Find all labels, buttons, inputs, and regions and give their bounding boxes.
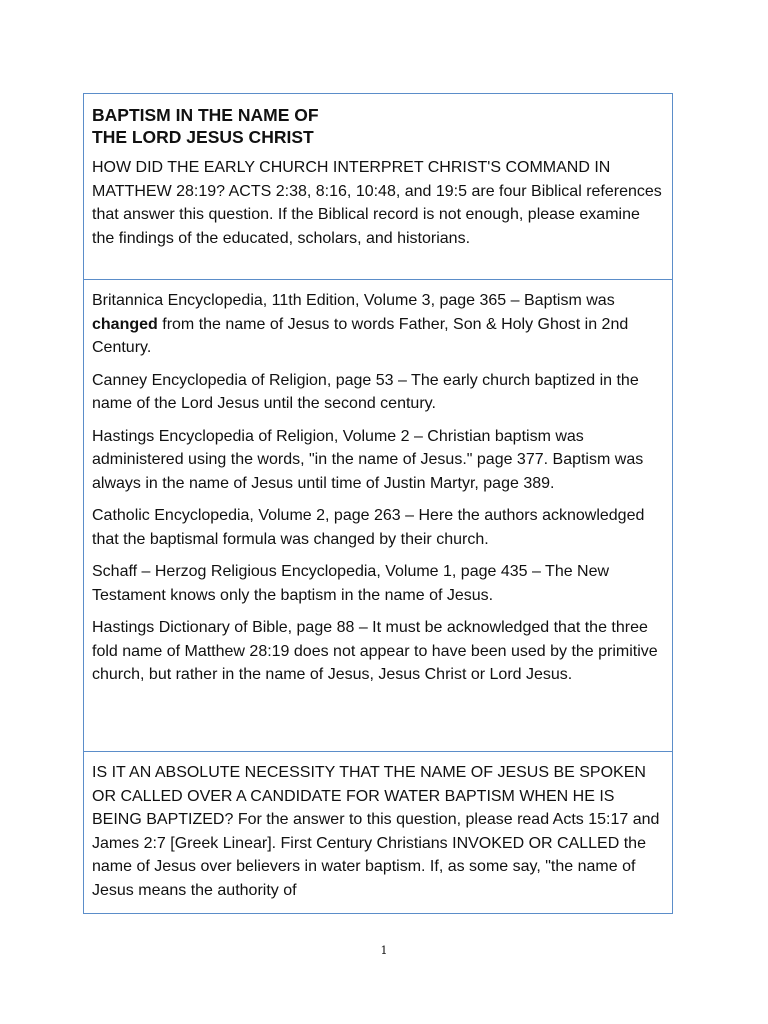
page-number: 1 xyxy=(380,944,388,957)
content-table xyxy=(83,93,673,914)
necessity-paragraph: IS IT AN ABSOLUTE NECESSITY THAT THE NAME OF JESUS BE SPOKEN OR CALLED OVER A CANDIDATE FOR WATER BAPTISM WHEN HE IS BEING BAPTIZED? For the answer to this question, please read Acts 15:17 and James 2:7 [Greek Linear]. First Century Christians INVOKED OR CALLED the name of Jesus over believers in water baptism. If, as some say, "the name of Jesus means the authority of xyxy=(92,764,660,899)
title-line-1: BAPTISM IN THE NAME OF xyxy=(92,105,319,125)
britannica-emphasis: changed xyxy=(92,315,158,333)
catholic-reference: Catholic Encyclopedia, Volume 2, page 263 – Here the authors acknowledged that the baptismal formula was changed by their church. xyxy=(92,507,645,548)
hastings-bible-reference: Hastings Dictionary of Bible, page 88 – It must be acknowledged that the three fold name of Matthew 28:19 does not appear to have been used by the primitive church, but rather in the name of Jesus, Jesus Christ or Lord Jesus. xyxy=(92,619,658,683)
references-section xyxy=(84,279,672,751)
title-line-2: THE LORD JESUS CHRIST xyxy=(92,127,314,147)
intro-paragraph: HOW DID THE EARLY CHURCH INTERPRET CHRIST'S COMMAND IN MATTHEW 28:19? ACTS 2:38, 8:16, 10:48, and 19:5 are four Biblical references that answer this question. If the Biblical record is not enough, please examine the findings of the educated, scholars, and historians. xyxy=(92,159,662,247)
britannica-reference xyxy=(92,289,663,360)
document-title xyxy=(92,104,663,148)
britannica-text-end: from the name of Jesus to words Father, Son & Holy Ghost in 2nd Century. xyxy=(92,315,629,356)
hastings-religion-reference: Hastings Encyclopedia of Religion, Volume 2 – Christian baptism was administered using the words, "in the name of Jesus." page 377. Baptism was always in the name of Jesus until time of Justin Martyr, page 389. xyxy=(92,427,644,492)
schaff-herzog-reference: Schaff – Herzog Religious Encyclopedia, Volume 1, page 435 – The New Testament knows only the baptism in the name of Jesus. xyxy=(92,563,610,604)
necessity-section xyxy=(84,751,672,913)
canney-reference: Canney Encyclopedia of Religion, page 53 – The early church baptized in the name of the Lord Jesus until the second century. xyxy=(92,371,639,412)
intro-section xyxy=(84,94,672,279)
britannica-text-start: Britannica Encyclopedia, 11th Edition, Volume 3, page 365 – Baptism was xyxy=(92,292,615,309)
